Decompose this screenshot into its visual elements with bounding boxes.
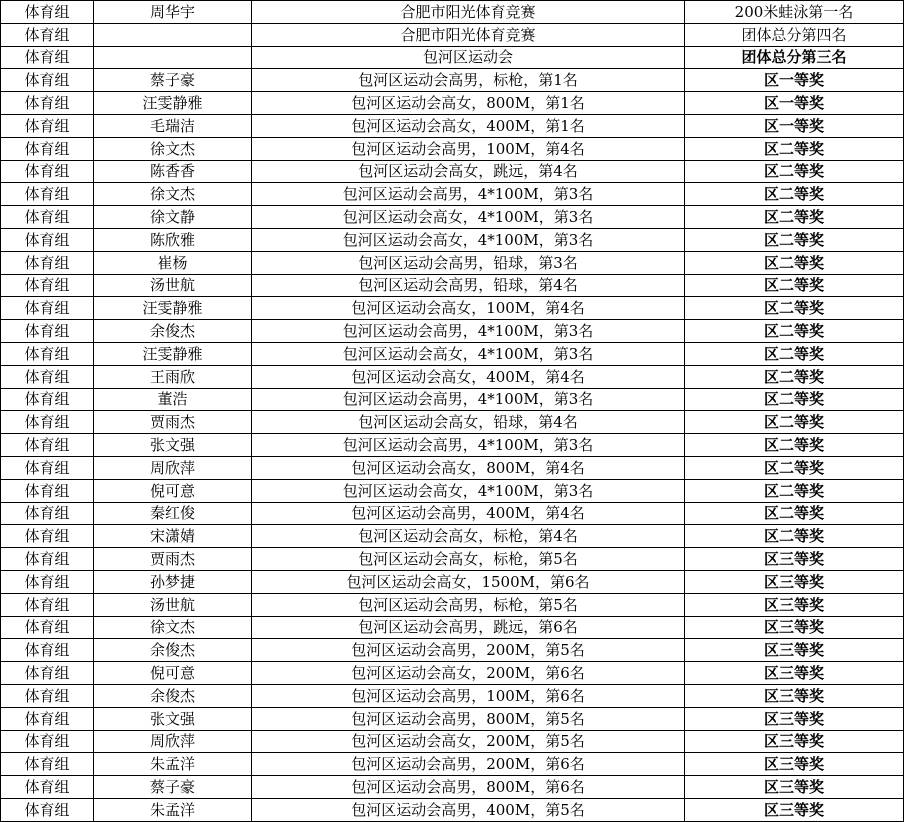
event-cell: 包河区运动会高女，4*100M，第3名 [252, 479, 685, 502]
group-cell: 体育组 [1, 548, 94, 571]
name-cell: 朱孟洋 [94, 753, 252, 776]
name-cell: 汪雯静雅 [94, 92, 252, 115]
table-row [1, 1, 904, 24]
name-cell: 朱孟洋 [94, 798, 252, 821]
group-cell: 体育组 [1, 46, 94, 69]
group-cell: 体育组 [1, 23, 94, 46]
table-row [1, 434, 904, 457]
award-cell: 区二等奖 [685, 251, 904, 274]
event-cell: 包河区运动会高女，铅球，第4名 [252, 411, 685, 434]
table-row [1, 206, 904, 229]
table-row [1, 753, 904, 776]
table-row [1, 548, 904, 571]
event-cell: 包河区运动会高男，4*100M，第3名 [252, 183, 685, 206]
group-cell: 体育组 [1, 456, 94, 479]
group-cell: 体育组 [1, 388, 94, 411]
event-cell: 包河区运动会高男，800M，第6名 [252, 776, 685, 799]
award-cell: 区二等奖 [685, 320, 904, 343]
name-cell: 周华宇 [94, 1, 252, 24]
group-cell: 体育组 [1, 411, 94, 434]
table-row [1, 137, 904, 160]
table-row [1, 274, 904, 297]
award-cell: 区二等奖 [685, 206, 904, 229]
group-cell: 体育组 [1, 69, 94, 92]
award-cell: 区二等奖 [685, 274, 904, 297]
table-row [1, 456, 904, 479]
name-cell: 倪可意 [94, 479, 252, 502]
event-cell: 包河区运动会高男，标枪，第5名 [252, 593, 685, 616]
award-cell: 区三等奖 [685, 707, 904, 730]
table-row [1, 479, 904, 502]
award-cell: 区二等奖 [685, 502, 904, 525]
group-cell: 体育组 [1, 776, 94, 799]
table-row [1, 114, 904, 137]
award-cell: 区一等奖 [685, 92, 904, 115]
name-cell: 毛瑞洁 [94, 114, 252, 137]
awards-table-body [1, 1, 904, 822]
name-cell: 周欣萍 [94, 730, 252, 753]
event-cell: 包河区运动会高女，800M，第4名 [252, 456, 685, 479]
name-cell: 董浩 [94, 388, 252, 411]
group-cell: 体育组 [1, 593, 94, 616]
award-cell: 区二等奖 [685, 228, 904, 251]
group-cell: 体育组 [1, 320, 94, 343]
name-cell: 陈香香 [94, 160, 252, 183]
event-cell: 包河区运动会高男，800M，第5名 [252, 707, 685, 730]
award-cell: 区三等奖 [685, 662, 904, 685]
table-row [1, 342, 904, 365]
name-cell [94, 23, 252, 46]
event-cell: 包河区运动会高女，4*100M，第3名 [252, 206, 685, 229]
award-cell: 区三等奖 [685, 798, 904, 821]
table-row [1, 776, 904, 799]
event-cell: 合肥市阳光体育竞赛 [252, 23, 685, 46]
table-row [1, 23, 904, 46]
table-row [1, 160, 904, 183]
group-cell: 体育组 [1, 206, 94, 229]
table-row [1, 46, 904, 69]
table-row [1, 183, 904, 206]
event-cell: 包河区运动会高女，4*100M，第3名 [252, 342, 685, 365]
table-row [1, 707, 904, 730]
group-cell: 体育组 [1, 479, 94, 502]
name-cell: 宋潇婧 [94, 525, 252, 548]
group-cell: 体育组 [1, 92, 94, 115]
table-row [1, 411, 904, 434]
award-cell: 区二等奖 [685, 342, 904, 365]
table-row [1, 251, 904, 274]
name-cell: 徐文杰 [94, 137, 252, 160]
group-cell: 体育组 [1, 639, 94, 662]
name-cell: 王雨欣 [94, 365, 252, 388]
event-cell: 包河区运动会高女，标枪，第4名 [252, 525, 685, 548]
group-cell: 体育组 [1, 274, 94, 297]
group-cell: 体育组 [1, 684, 94, 707]
name-cell: 倪可意 [94, 662, 252, 685]
group-cell: 体育组 [1, 183, 94, 206]
group-cell: 体育组 [1, 662, 94, 685]
event-cell: 包河区运动会高男，4*100M，第3名 [252, 388, 685, 411]
award-cell: 团体总分第四名 [685, 23, 904, 46]
event-cell: 包河区运动会高女，1500M，第6名 [252, 570, 685, 593]
table-row [1, 502, 904, 525]
name-cell: 孙梦捷 [94, 570, 252, 593]
name-cell: 汤世航 [94, 274, 252, 297]
award-cell: 区一等奖 [685, 69, 904, 92]
award-cell: 团体总分第三名 [685, 46, 904, 69]
name-cell: 汪雯静雅 [94, 297, 252, 320]
group-cell: 体育组 [1, 798, 94, 821]
table-row [1, 388, 904, 411]
group-cell: 体育组 [1, 297, 94, 320]
award-cell: 区三等奖 [685, 753, 904, 776]
event-cell: 包河区运动会高男，铅球，第4名 [252, 274, 685, 297]
group-cell: 体育组 [1, 434, 94, 457]
award-cell: 区二等奖 [685, 434, 904, 457]
event-cell: 包河区运动会高女，100M，第4名 [252, 297, 685, 320]
award-cell: 区三等奖 [685, 570, 904, 593]
event-cell: 包河区运动会高男，跳远，第6名 [252, 616, 685, 639]
name-cell: 汤世航 [94, 593, 252, 616]
group-cell: 体育组 [1, 707, 94, 730]
table-row [1, 593, 904, 616]
group-cell: 体育组 [1, 570, 94, 593]
event-cell: 包河区运动会高女，4*100M，第3名 [252, 228, 685, 251]
event-cell: 包河区运动会高男，400M，第5名 [252, 798, 685, 821]
event-cell: 包河区运动会 [252, 46, 685, 69]
group-cell: 体育组 [1, 753, 94, 776]
table-row [1, 92, 904, 115]
group-cell: 体育组 [1, 228, 94, 251]
award-cell: 区二等奖 [685, 137, 904, 160]
award-cell: 区二等奖 [685, 365, 904, 388]
group-cell: 体育组 [1, 525, 94, 548]
name-cell: 蔡子豪 [94, 69, 252, 92]
event-cell: 包河区运动会高男，4*100M，第3名 [252, 434, 685, 457]
table-row [1, 639, 904, 662]
group-cell: 体育组 [1, 342, 94, 365]
event-cell: 包河区运动会高女，标枪，第5名 [252, 548, 685, 571]
event-cell: 包河区运动会高女，200M，第5名 [252, 730, 685, 753]
award-cell: 区二等奖 [685, 411, 904, 434]
award-cell: 区三等奖 [685, 616, 904, 639]
name-cell: 贾雨杰 [94, 548, 252, 571]
name-cell: 贾雨杰 [94, 411, 252, 434]
event-cell: 包河区运动会高女，400M，第4名 [252, 365, 685, 388]
award-cell: 区三等奖 [685, 639, 904, 662]
name-cell: 陈欣雅 [94, 228, 252, 251]
event-cell: 包河区运动会高女，800M，第1名 [252, 92, 685, 115]
award-cell: 区三等奖 [685, 776, 904, 799]
event-cell: 包河区运动会高女，400M，第1名 [252, 114, 685, 137]
table-row [1, 730, 904, 753]
event-cell: 包河区运动会高男，100M，第6名 [252, 684, 685, 707]
name-cell: 秦红俊 [94, 502, 252, 525]
event-cell: 包河区运动会高男，200M，第5名 [252, 639, 685, 662]
award-cell: 区二等奖 [685, 160, 904, 183]
name-cell: 汪雯静雅 [94, 342, 252, 365]
award-cell: 200米蛙泳第一名 [685, 1, 904, 24]
award-cell: 区一等奖 [685, 114, 904, 137]
name-cell: 余俊杰 [94, 639, 252, 662]
name-cell: 张文强 [94, 707, 252, 730]
award-cell: 区二等奖 [685, 456, 904, 479]
group-cell: 体育组 [1, 114, 94, 137]
name-cell: 蔡子豪 [94, 776, 252, 799]
table-row [1, 297, 904, 320]
table-row [1, 662, 904, 685]
group-cell: 体育组 [1, 502, 94, 525]
award-cell: 区二等奖 [685, 479, 904, 502]
award-cell: 区二等奖 [685, 525, 904, 548]
table-row [1, 684, 904, 707]
name-cell: 余俊杰 [94, 684, 252, 707]
award-cell: 区三等奖 [685, 730, 904, 753]
award-cell: 区三等奖 [685, 593, 904, 616]
event-cell: 包河区运动会高女，200M，第6名 [252, 662, 685, 685]
name-cell: 徐文静 [94, 206, 252, 229]
event-cell: 包河区运动会高男，200M，第6名 [252, 753, 685, 776]
name-cell: 张文强 [94, 434, 252, 457]
table-row [1, 798, 904, 821]
group-cell: 体育组 [1, 160, 94, 183]
event-cell: 包河区运动会高男，400M，第4名 [252, 502, 685, 525]
table-row [1, 616, 904, 639]
group-cell: 体育组 [1, 730, 94, 753]
table-row [1, 228, 904, 251]
event-cell: 包河区运动会高女，跳远，第4名 [252, 160, 685, 183]
group-cell: 体育组 [1, 251, 94, 274]
group-cell: 体育组 [1, 616, 94, 639]
table-row [1, 570, 904, 593]
award-cell: 区二等奖 [685, 183, 904, 206]
name-cell [94, 46, 252, 69]
award-cell: 区三等奖 [685, 548, 904, 571]
group-cell: 体育组 [1, 137, 94, 160]
table-row [1, 320, 904, 343]
name-cell: 余俊杰 [94, 320, 252, 343]
event-cell: 包河区运动会高男，铅球，第3名 [252, 251, 685, 274]
event-cell: 包河区运动会高男，100M，第4名 [252, 137, 685, 160]
table-row [1, 525, 904, 548]
table-row [1, 365, 904, 388]
award-cell: 区三等奖 [685, 684, 904, 707]
name-cell: 周欣萍 [94, 456, 252, 479]
award-cell: 区二等奖 [685, 388, 904, 411]
table-row [1, 69, 904, 92]
event-cell: 包河区运动会高男，4*100M，第3名 [252, 320, 685, 343]
event-cell: 包河区运动会高男，标枪，第1名 [252, 69, 685, 92]
event-cell: 合肥市阳光体育竞赛 [252, 1, 685, 24]
name-cell: 徐文杰 [94, 616, 252, 639]
name-cell: 崔杨 [94, 251, 252, 274]
name-cell: 徐文杰 [94, 183, 252, 206]
award-cell: 区二等奖 [685, 297, 904, 320]
group-cell: 体育组 [1, 365, 94, 388]
group-cell: 体育组 [1, 1, 94, 24]
